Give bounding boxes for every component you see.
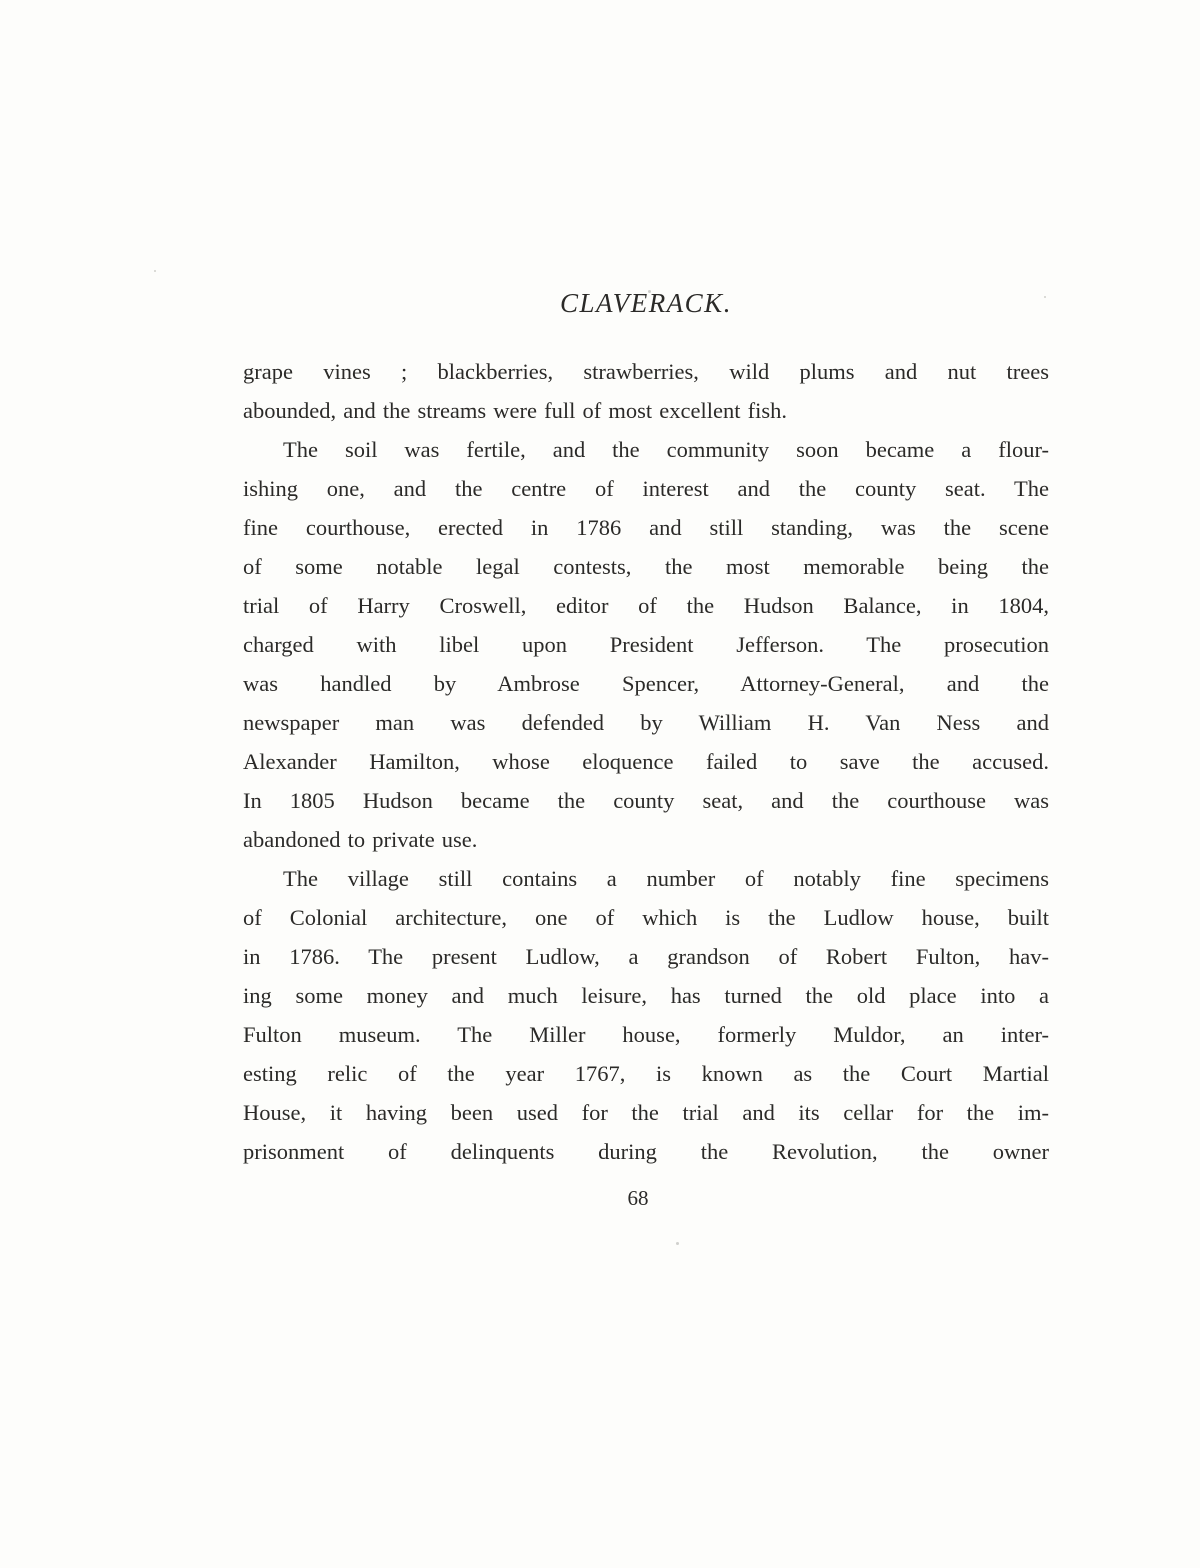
text-line: charged with libel upon President Jefferson. The prosecution	[243, 632, 1049, 657]
text-line: of Colonial architecture, one of which is the Ludlow house, built	[243, 905, 1049, 930]
text-line: abounded, and the streams were full of most excellent fish.	[243, 398, 787, 423]
text-line: Fulton museum. The Miller house, formerly Muldor, an inter-	[243, 1022, 1049, 1047]
text-line: was handled by Ambrose Spencer, Attorney-General, and the	[243, 671, 1049, 696]
text-line: Alexander Hamilton, whose eloquence failed to save the accused.	[243, 749, 1049, 774]
page-title: CLAVERACK.	[560, 288, 732, 318]
text-line: esting relic of the year 1767, is known as the Court Martial	[243, 1061, 1049, 1086]
text-line: prisonment of delinquents during the Revolution, the owner	[243, 1139, 1049, 1164]
paragraph	[243, 352, 1049, 430]
text-line: grape vines ; blackberries, strawberries, wild plums and nut trees	[243, 359, 1049, 384]
text-line: In 1805 Hudson became the county seat, and the courthouse was	[243, 788, 1049, 813]
scan-speck	[676, 1242, 679, 1245]
body-text	[243, 352, 1049, 1171]
text-line: ing some money and much leisure, has turned the old place into a	[243, 983, 1049, 1008]
scan-speck	[154, 270, 156, 272]
text-line: House, it having been used for the trial and its cellar for the im-	[243, 1100, 1049, 1125]
text-line: The soil was fertile, and the community soon became a flour-	[283, 437, 1049, 462]
text-line: abandoned to private use.	[243, 827, 478, 852]
text-line: in 1786. The present Ludlow, a grandson of Robert Fulton, hav-	[243, 944, 1049, 969]
page-number: 68	[627, 1186, 649, 1210]
scan-speck	[1044, 296, 1046, 298]
text-line: ishing one, and the centre of interest and the county seat. The	[243, 476, 1049, 501]
scan-speck	[648, 290, 651, 293]
paragraph	[243, 430, 1049, 859]
text-line: of some notable legal contests, the most memorable being the	[243, 554, 1049, 579]
text-line: newspaper man was defended by William H. Van Ness and	[243, 710, 1049, 735]
paragraph	[243, 859, 1049, 1171]
text-line: fine courthouse, erected in 1786 and still standing, was the scene	[243, 515, 1049, 540]
text-line: The village still contains a number of notably fine specimens	[283, 866, 1049, 891]
text-line: trial of Harry Croswell, editor of the Hudson Balance, in 1804,	[243, 593, 1049, 618]
